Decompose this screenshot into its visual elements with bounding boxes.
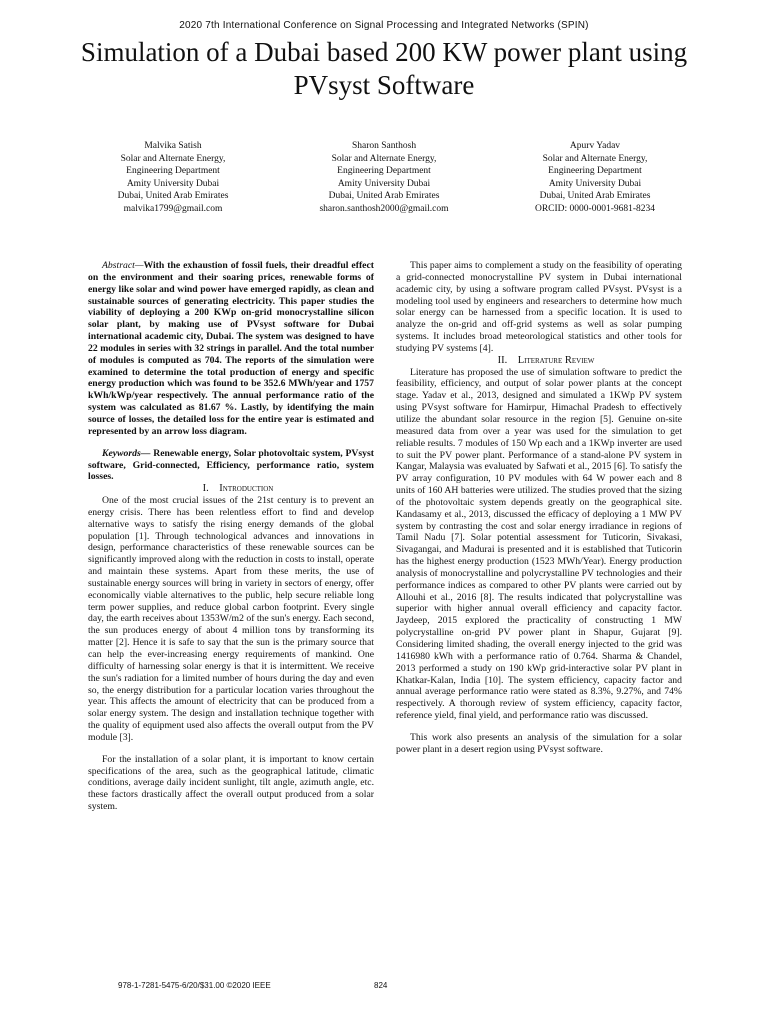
author-1	[78, 140, 268, 216]
conference-header: 2020 7th International Conference on Signal Processing and Integrated Networks (SPIN)	[179, 20, 589, 31]
author-location: Dubai, United Arab Emirates	[328, 191, 440, 202]
keywords-label: Keywords—	[102, 447, 151, 459]
footer-page-number: 824	[374, 981, 388, 990]
paragraph: Literature has proposed the use of simulation software to predict the feasibility, efficiency, and output of solar power plants at the concept stage. Yadav et al., 2013, designed and simulated a 1KWp PV system using PVsyst software for Hamirpur, Himachal Pradesh to effectively utilize the abundant solar resource in the region [5]. Genuine on-site measured data from over a year was used for the simulation to get reliable results. 7 modules of 150 Wp each and a 1KWp inverter are used to suit the PV power plant. Performance of a stand-alone PV system in Kangar, Malaysia was evaluated by Safwati et al., 2015 [6]. To satisfy the PV array configuration, 10 PV modules with 64 W power each and 8 units of 160 AH batteries were utilized. The studies proved that the sizing of the photovoltaic system depends greatly on the geographical site. Kandasamy et al., 2013, discussed the efficacy of deploying a 1 MW PV system by contrasting the cost and solar energy irradiance in regions of Tamil Nadu [7]. Solar potential assessment for Tuticorin, Sivakasi, Sivagangai, and Madurai is presented and it is established that Tuticorin has the highest energy production (1523 MWh/Year). Energy production analysis of monocrystalline and polycrystalline PV technologies and their performance indices as compared to other PV plants were carried out by Allouhi et al., 2016 [8]. The results indicated that polycrystalline was superior with higher annual overall efficiency and capacity factor. Jaydeep, 2015 explored the practicality of constructing 1 MW polycrystalline on-grid PV power plant in Shapur, Gujarat [9]. Considering limited shading, the overall energy injected to the grid was 1416980 kWh with a performance ratio of 0.764. Sharma & Chandel, 2013 performed a study on 190 kWp grid-interactive solar PV plant in Khatkar-Kalan, India [10]. The system efficiency, capacity factor and annual average performance ratio were stated as 8.3%, 9.27%, and 74% respectively. A thorough review of system efficiency, capacity factor, reference yield, final yield, and performance ratio was discussed.	[396, 366, 682, 722]
right-column	[396, 260, 682, 756]
paragraph: One of the most crucial issues of the 21st century is to prevent an energy crisis. There has been relentless effort to find and develop alternative ways to satisfy the rising energy demands of the global population [1]. Through technological advances and innovations in design, performance characteristics of these renewable sources can be significantly improved along with the reduction in costs to install, operate and maintain these systems. Apart from these merits, the use of sustainable energy sources will bring in variety in sectors of energy, offer economically viable alternatives to the public, help secure reliable long term power supplies, and reduce global carbon footprint. Every single day, the earth receives about 1353W/m2 of the sun's energy. Each second, the sun produces energy of about 4 million tons by transforming its matter [2]. Hence it is safe to say that the sun is the primary source that can help the ever-increasing energy requirements of mankind. One difficulty of harnessing solar energy is that it is intermittent. We receive the sun's radiation for a limited number of hours during the day and even so, the energy distribution for a particular location varies throughout the year. This affects the amount of electricity that can be produced from a solar energy system. The design and installation technique together with the quality of equipment used also affects the overall output from the PV module [3].	[88, 495, 374, 743]
author-block	[78, 140, 690, 216]
author-dept: Engineering Department	[126, 166, 220, 177]
keywords-text: Renewable energy, Solar photovoltaic system, PVsyst software, Grid-connected, Efficiency, performance ratio, system losses.	[88, 447, 374, 483]
paragraph: This work also presents an analysis of the simulation for a solar power plant in a desert region using PVsyst software.	[396, 731, 682, 755]
author-contact: ORCID: 0000-0001-9681-8234	[534, 203, 656, 214]
author-dept: Engineering Department	[337, 166, 431, 177]
abstract-text: With the exhaustion of fossil fuels, their dreadful effect on the environment and their soaring prices, renewable forms of energy like solar and wind power have emerged rapidly, as clean and sustainable sources of generating electricity. This paper studies the viability of deploying a 200 KWp on-grid monocrystalline silicon solar plant, by making use of PVsyst software for Dubai international academic city, Dubai. The system was designed to have 22 modules in series with 32 strings in parallel. And the total number of modules is computed as 704. The reports of the simulation were examined to determine the total production of energy and specific energy production which was found to be 352.6 MWh/year and 1757 kWh/kWp/year respectively. The annual performance ratio of the system was calculated as 81.67 %. Lastly, by identifying the main source of losses, the detailed loss for the entire year is estimated and represented by an arrow loss diagram.	[88, 260, 374, 437]
author-university: Amity University Dubai	[126, 178, 220, 189]
section-heading-literature-review: II. Literature Review	[497, 354, 595, 366]
author-name: Malvika Satish	[144, 141, 202, 151]
abstract	[88, 260, 374, 438]
author-name: Sharon Santhosh	[351, 141, 417, 151]
author-2	[289, 140, 479, 216]
paper-title: Simulation of a Dubai based 200 KW power plant using PVsyst Software	[80, 37, 688, 100]
section-heading-introduction: I. Introduction	[202, 483, 274, 495]
author-location: Dubai, United Arab Emirates	[539, 191, 651, 202]
author-dept: Solar and Alternate Energy,	[331, 153, 437, 164]
paragraph: This paper aims to complement a study on the feasibility of operating a grid-connected monocrystalline PV system in Dubai international academic city, by using a software program called PVsyst. PVsyst is a modeling tool used by engineers and researchers to determine how much solar energy can be harnessed from a specific location. It is used to analyze the on-grid and off-grid systems as well as solar pumping systems. It includes broad meteorological statistics and other tools for studying PV systems [4].	[396, 260, 682, 354]
paragraph: For the installation of a solar plant, it is important to know certain specifications of the area, such as the geographical latitude, climatic conditions, average daily incident sunlight, tilt angle, azimuth angle, etc. these factors drastically affect the overall output produced from a solar system.	[88, 753, 374, 813]
author-location: Dubai, United Arab Emirates	[117, 191, 229, 202]
author-dept: Solar and Alternate Energy,	[542, 153, 648, 164]
author-dept: Engineering Department	[548, 166, 642, 177]
author-contact: malvika1799@gmail.com	[123, 203, 223, 214]
footer-isbn: 978-1-7281-5475-6/20/$31.00 ©2020 IEEE	[118, 981, 271, 990]
left-column	[88, 260, 374, 813]
author-university: Amity University Dubai	[337, 178, 431, 189]
author-university: Amity University Dubai	[548, 178, 642, 189]
author-3	[500, 140, 690, 216]
keywords	[88, 448, 374, 484]
author-name: Apurv Yadav	[569, 141, 621, 151]
abstract-label: Abstract—	[102, 260, 144, 271]
author-contact: sharon.santhosh2000@gmail.com	[319, 203, 449, 214]
author-dept: Solar and Alternate Energy,	[120, 153, 226, 164]
